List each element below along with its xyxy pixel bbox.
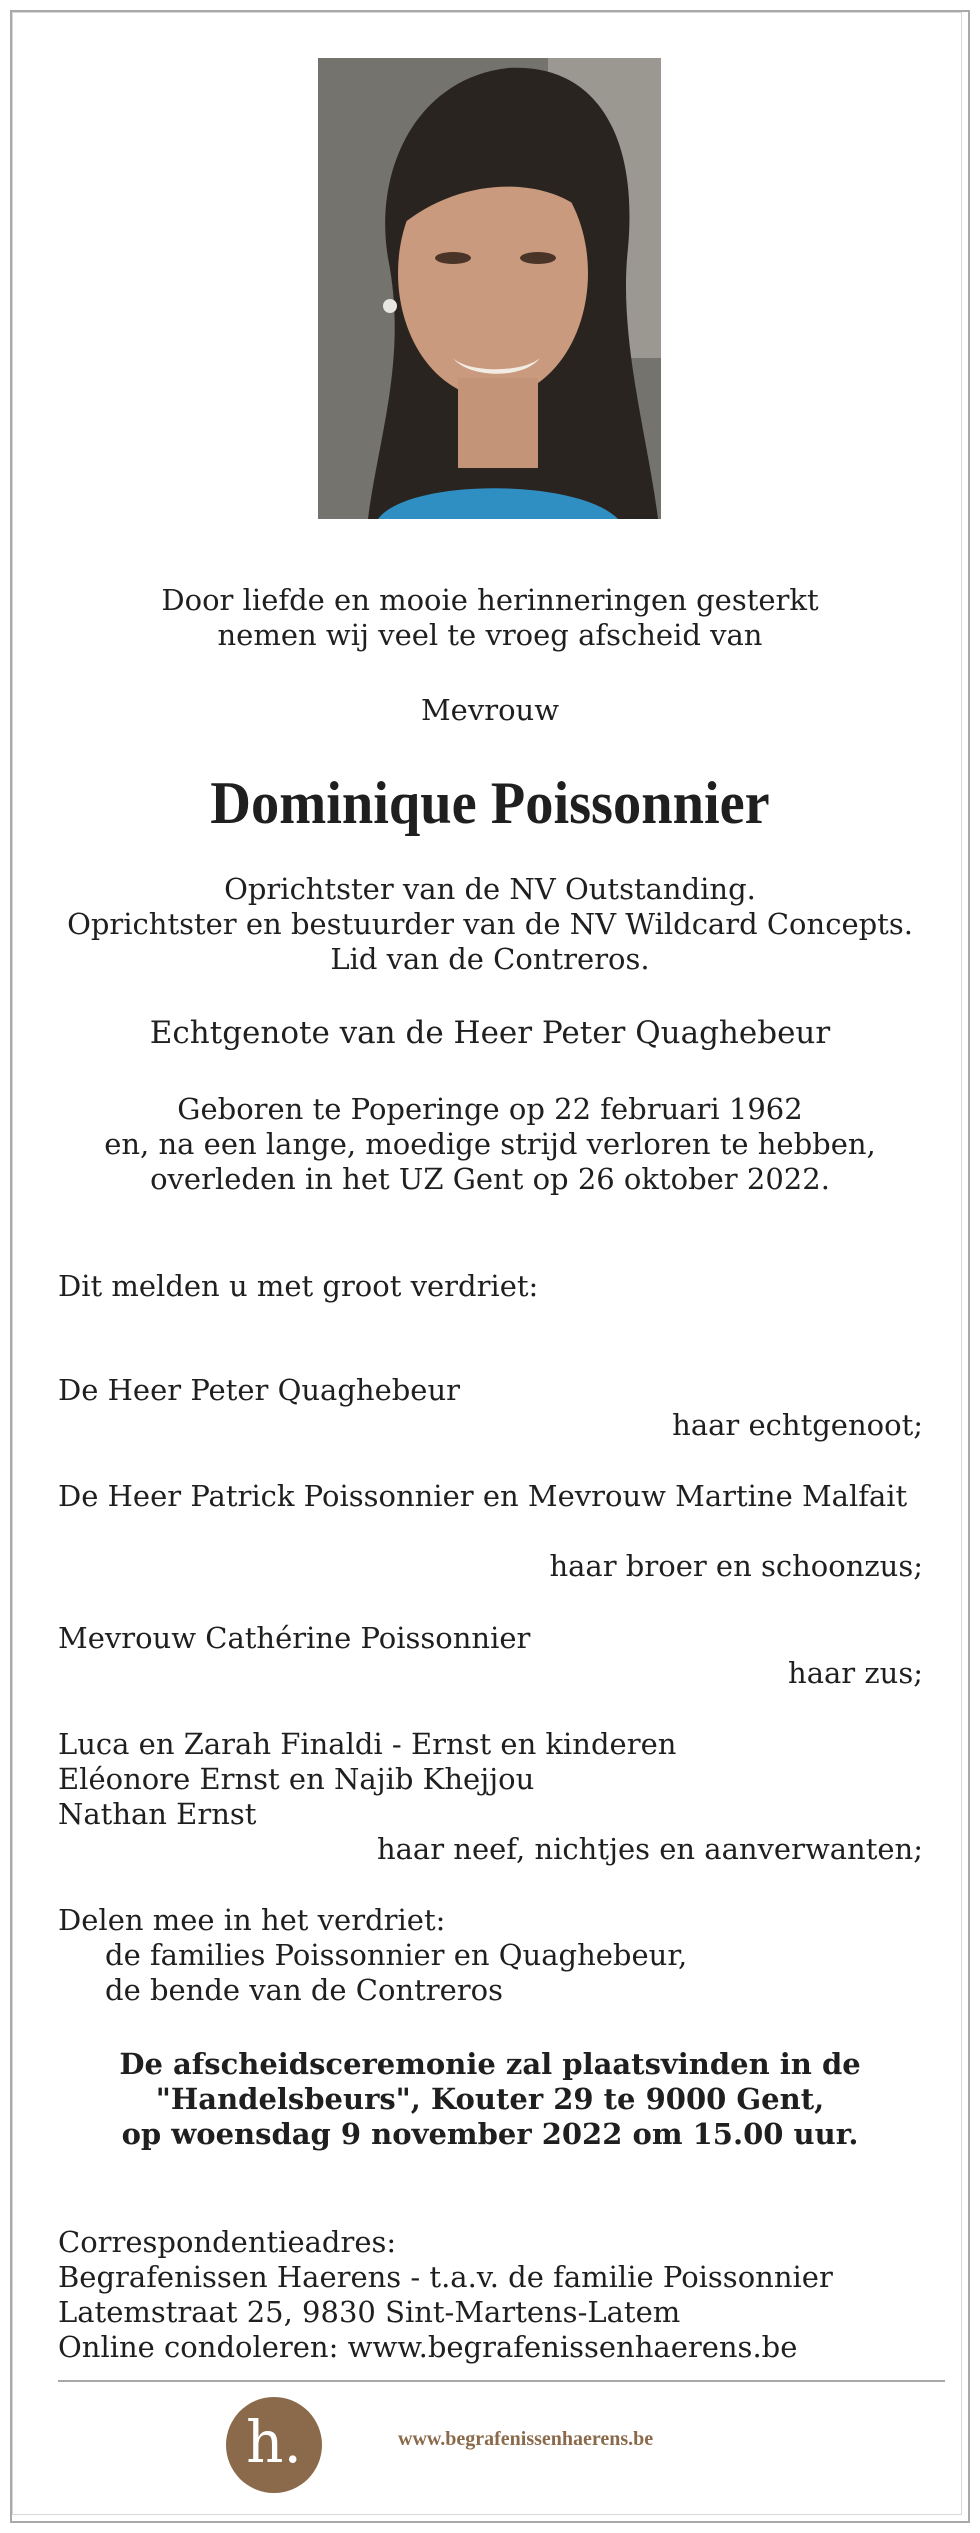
role-line: Lid van de Contreros. <box>330 942 650 976</box>
family-name: De Heer Peter Quaghebeur <box>58 1373 461 1407</box>
correspondence-line: Latemstraat 25, 9830 Sint-Martens-Latem <box>58 2295 681 2329</box>
intro-line-2: nemen wij veel te vroeg afscheid van <box>217 618 763 652</box>
correspondence-line: Correspondentieadres: <box>58 2225 397 2259</box>
ceremony-line: "Handelsbeurs", Kouter 29 te 9000 Gent, <box>155 2082 825 2116</box>
family-name: Nathan Ernst <box>58 1797 257 1831</box>
share-heading: Delen mee in het verdriet: <box>58 1903 446 1937</box>
birth-line: en, na een lange, moedige strijd verloren te hebben, <box>104 1127 876 1161</box>
spouse-line: Echtgenote van de Heer Peter Quaghebeur <box>149 1015 831 1051</box>
ceremony-line: op woensdag 9 november 2022 om 15.00 uur. <box>121 2117 859 2151</box>
website-link[interactable]: www.begrafenissenhaerens.be <box>398 2428 654 2450</box>
family-relation: haar neef, nichtjes en aanverwanten; <box>376 1832 923 1866</box>
portrait-photo <box>318 58 661 519</box>
role-line: Oprichtster en bestuurder van de NV Wildcard Concepts. <box>67 907 913 941</box>
announcement: Dit melden u met groot verdriet: <box>58 1269 539 1303</box>
birth-line: overleden in het UZ Gent op 26 oktober 2022. <box>150 1162 830 1196</box>
family-name: De Heer Patrick Poissonnier en Mevrouw Martine Malfait <box>58 1479 908 1513</box>
share-item: de families Poissonnier en Quaghebeur, <box>105 1938 688 1972</box>
footer-divider <box>58 2380 945 2382</box>
family-relation: haar echtgenoot; <box>672 1408 923 1442</box>
share-item: de bende van de Contreros <box>105 1973 504 2007</box>
ceremony-line: De afscheidsceremonie zal plaatsvinden in de <box>119 2047 861 2081</box>
correspondence-line: Begrafenissen Haerens - t.a.v. de familie Poissonnier <box>58 2260 833 2294</box>
deceased-name: Dominique Poissonnier <box>210 770 770 836</box>
birth-line: Geboren te Poperinge op 22 februari 1962 <box>177 1092 803 1126</box>
family-name: Luca en Zarah Finaldi - Ernst en kinderen <box>58 1727 677 1761</box>
family-relation: haar broer en schoonzus; <box>549 1549 923 1583</box>
role-line: Oprichtster van de NV Outstanding. <box>224 872 756 906</box>
family-relation: haar zus; <box>788 1656 923 1690</box>
family-name: Eléonore Ernst en Najib Khejjou <box>58 1762 535 1796</box>
correspondence-line: Online condoleren: www.begrafenissenhaerens.be <box>58 2330 798 2364</box>
honorific: Mevrouw <box>420 693 560 727</box>
intro-line-1: Door liefde en mooie herinneringen gesterkt <box>161 583 819 617</box>
funeral-home-logo: h. <box>226 2397 322 2493</box>
family-name: Mevrouw Cathérine Poissonnier <box>58 1621 531 1655</box>
